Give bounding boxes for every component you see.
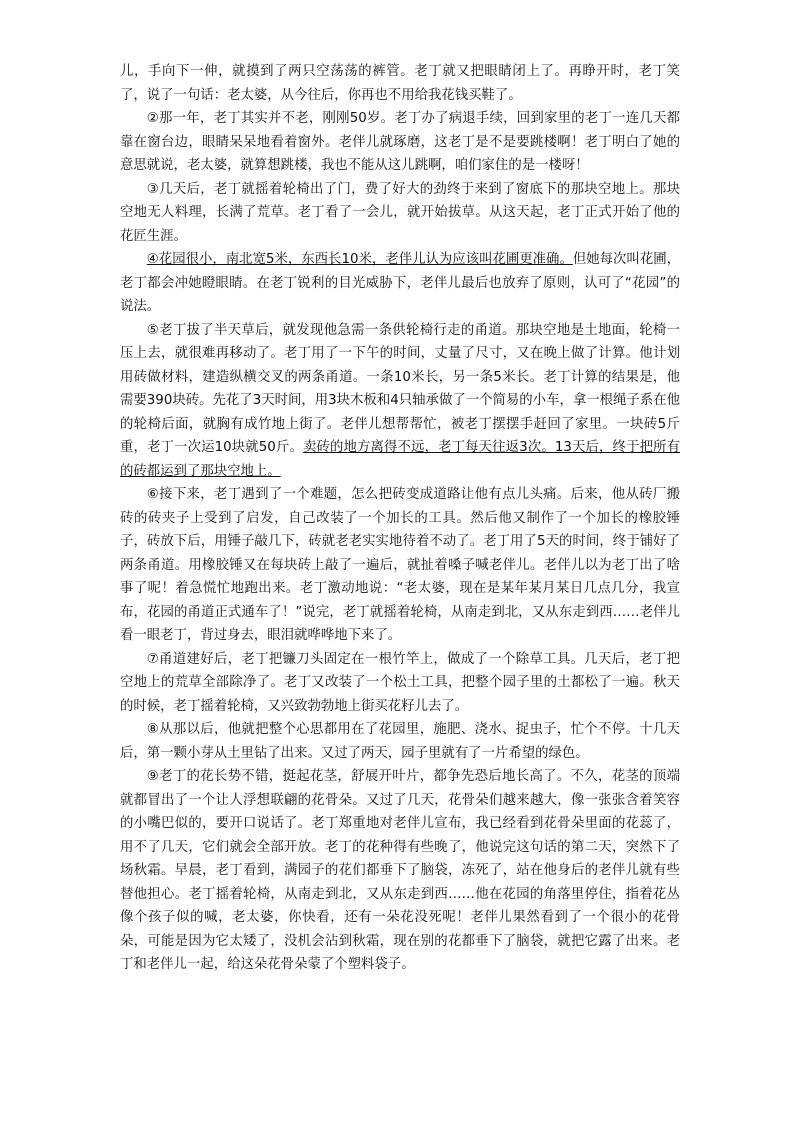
paragraph-text: ⑧从那以后，他就把整个心思都用在了花园里，施肥、浇水、捉虫子，忙个不停。十几天后，第一颗小芽从土里钻了出来。又过了两天，园子里就有了一片希望的绿色。	[120, 722, 680, 761]
paragraph-text: ②那一年，老丁其实并不老，刚刚50岁。老丁办了病退手续，回到家里的老丁一连几天都靠在窗台边，眼睛呆呆地看着窗外。老伴儿就琢磨，这老丁是不是要跳楼啊！老丁明白了她的意思就说，老太婆，就算想跳楼，我也不能从这儿跳啊，咱们家住的是一楼呀！	[120, 111, 680, 173]
paragraph-text: 儿，手向下一伸，就摸到了两只空荡荡的裤管。老丁就又把眼睛闭上了。再睁开时，老丁笑了，说了一句话：老太婆，从今往后，你再也不用给我花钱买鞋了。	[120, 64, 680, 103]
paragraph-text: ⑨老丁的花长势不错，挺起花茎，舒展开叶片，都争先恐后地长高了。不久，花茎的顶端就都冒出了一个让人浮想联翩的花骨朵。又过了几天，花骨朵们越来越大，像一张张含着笑容的小嘴巴似的，要开口说话了。老丁郑重地对老伴儿宣布，我已经看到花骨朵里面的花蕊了，用不了几天，它们就会全部开放。老丁的花种得有些晚了，他说完这句话的第二天，突然下了场秋霜。早晨，老丁看到，满园子的花们都垂下了脑袋，冻死了，站在他身后的老伴儿就有些替他担心。老丁摇着轮椅，从南走到北，又从东走到西……他在花园的角落里停住，指着花丛像个孩子似的喊，老太婆，你快看，还有一朵花没死呢！老伴儿果然看到了一个很小的花骨朵，可能是因为它太矮了，没机会沾到秋霜，现在别的花都垂下了脑袋，就把它露了出来。老丁和老伴儿一起，给这朵花骨朵蒙了个塑料袋子。	[120, 769, 680, 972]
document-page	[120, 60, 680, 977]
paragraph-5	[120, 319, 680, 484]
paragraph-text: 但她每次叫花圃，老丁都会冲她瞪眼睛。在老丁锐利的目光威胁下，老伴儿最后也放弃了原则，认可了“花园”的说法。	[120, 252, 681, 314]
paragraph-7	[120, 648, 680, 719]
paragraph-3	[120, 178, 680, 249]
underlined-sentence: ④花园很小，南北宽5米，东西长10米，老伴儿认为应该叫花圃更准确。	[146, 252, 573, 267]
paragraph-continuation	[120, 60, 680, 107]
paragraph-text: ⑤老丁拔了半天草后，就发现他急需一条供轮椅行走的甬道。那块空地是土地面，轮椅一压上去，就很难再移动了。老丁用了一下午的时间，丈量了尺寸，又在晚上做了计算。他计划用砖做材料，建造纵横交叉的两条甬道。一条10米长，另一条5米长。老丁计算的结果是，他需要390块砖。先花了3天时间，用3块木板和4只轴承做了一个简易的小车，拿一根绳子系在他的轮椅后面，就胸有成竹地上街了。老伴儿想帮帮忙，被老丁摆摆手赶回了家里。一块砖5斤重，老丁一次运10块就50斤。	[120, 322, 680, 455]
paragraph-2	[120, 107, 680, 178]
paragraph-text: ⑦甬道建好后，老丁把镰刀头固定在一根竹竿上，做成了一个除草工具。几天后，老丁把空地上的荒草全部除净了。老丁又改装了一个松土工具，把整个园子里的土都松了一遍。秋天的时候，老丁摇着轮椅，又兴致勃勃地上街买花籽儿去了。	[120, 651, 680, 714]
paragraph-text: ⑥接下来，老丁遇到了一个难题，怎么把砖变成道路让他有点儿头痛。后来，他从砖厂搬砖的砖夹子上受到了启发，自己改装了一个加长的工具。然后他又制作了一个加长的橡胶锤子，砖放下后，用锤子敲几下，砖就老老实实地待着不动了。老丁用了5天的时间，终于铺好了两条甬道。用橡胶锤又在每块砖上敲了一遍后，就扯着嗓子喊老伴儿。老伴儿以为老丁出了啥事了呢！着急慌忙地跑出来。老丁激动地说：“老太婆，现在是某年某月某日几点几分，我宣布，花园的甬道正式通车了！”说完，老丁就摇着轮椅，从南走到北，又从东走到西……老伴儿看一眼老丁，背过身去，眼泪就哗哗地下来了。	[120, 487, 680, 643]
paragraph-4	[120, 248, 680, 319]
paragraph-text: ③几天后，老丁就摇着轮椅出了门，费了好大的劲终于来到了窗底下的那块空地上。那块空地无人料理，长满了荒草。老丁看了一会儿，就开始拔草。从这天起，老丁正式开始了他的花匠生涯。	[120, 181, 680, 244]
paragraph-6	[120, 483, 680, 648]
underlined-sentence: 卖砖的地方离得不远，老丁每天往返3次。13天后，终于把所有的砖都运到了那块空地上。	[120, 440, 680, 479]
paragraph-9	[120, 765, 680, 977]
paragraph-8	[120, 718, 680, 765]
